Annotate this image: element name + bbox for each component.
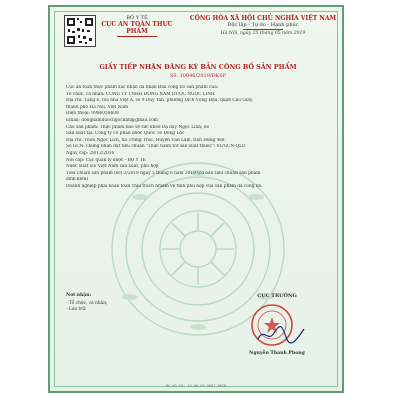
issuer-header	[96, 15, 178, 38]
department-name: CỤC AN TOÀN THỰC PHẨM	[101, 21, 173, 35]
signature-icon	[256, 323, 306, 345]
signer-title: CỤC TRƯỞNG	[257, 293, 297, 299]
body-line: Ngày cấp: 28/12/2016	[66, 150, 115, 156]
motto-underline	[243, 29, 283, 30]
place-date: Hà Nội, ngày 25 tháng 05 năm 2019	[220, 31, 306, 36]
national-motto: Độc lập - Tự do - Hạnh phúc	[227, 22, 299, 28]
body-line: Doanh nghiệp phải hoàn toàn chịu trách nhiệm về tính phù hợp của sản phẩm đã công bố.	[66, 183, 263, 189]
body-line: Nơi cấp: Cục quản lý dược - BỘ Y TẾ	[66, 157, 146, 163]
ministry-name: BỘ Y TẾ	[126, 15, 148, 21]
qr-code-icon	[64, 15, 96, 47]
state-header	[188, 15, 338, 37]
receivers-list	[66, 301, 107, 313]
certificate-document	[48, 5, 344, 393]
signature-block	[232, 293, 322, 299]
body-line: Tiêu chuẩn sản phẩm (số) 2/2019 ngày 5 tháng 6 năm 2019 (có bản tiêu chuẩn sản phẩm	[66, 170, 261, 176]
body-line: Nước xuất xứ: Việt Nam sau xuất, phù hợp	[66, 164, 159, 170]
body-line: Địa chỉ: Tầng 6, tòa nhà Việt Á, số 9 Duy Tân, phường Dịch Vọng Hậu, quận Cầu Giấy,	[66, 98, 254, 104]
body-line: thành phố Hà Nội, Việt Nam	[66, 104, 129, 110]
document-body	[66, 85, 332, 191]
body-line: Cục an toàn thực phẩm xác nhận đã nhận Bản công bố sản phẩm của:	[66, 85, 219, 90]
body-line: Địa chỉ: Thôn Ngọc Lịch, Xã Trưng Trắc, Huyện Văn Lâm, tỉnh Hưng Yên	[66, 137, 225, 143]
header-underline	[117, 36, 157, 37]
body-line: Cho sản phẩm: Thực phẩm bảo vệ sức khỏe Dạ dày Ngọc Linh; do	[66, 124, 210, 130]
body-line: Email: dongnamduocngoclinh@gmail.com	[66, 117, 158, 123]
body-line: Số GCN: chứng nhận đạt tiêu chuẩn "Thực hành tốt sản xuất thuốc": 01/GCN-QLD	[66, 144, 246, 150]
receiver-item: - Lưu trữ.	[66, 307, 87, 312]
document-title: GIẤY TIẾP NHẬN ĐĂNG KÝ BẢN CÔNG BỐ SẢN PHẨM	[99, 63, 297, 71]
body-line: Tổ chức, cá nhân: CÔNG TY TNHH ĐÔNG NAM DƯỢC NGỌC LINH	[66, 91, 215, 97]
document-footer-code: MS HO SO: 19-06-05-9887-DKCB	[165, 384, 227, 388]
receiver-item: - Tổ chức, cá nhân;	[66, 301, 108, 306]
body-line: đính kèm)	[66, 177, 88, 183]
document-number: Số: 10046/2019/ĐKSP	[169, 73, 227, 79]
body-line: Điện thoại: 0986058608	[66, 111, 119, 117]
signer-name: Nguyễn Thanh Phong	[249, 351, 305, 356]
receivers-label: Nơi nhận:	[66, 293, 92, 298]
body-line: Sản xuất tại: Công ty cổ phần dược Quốc Tế Đông Lộc	[66, 131, 185, 137]
republic-name: CỘNG HÒA XÃ HỘI CHỦ NGHĨA VIỆT NAM	[189, 15, 337, 22]
